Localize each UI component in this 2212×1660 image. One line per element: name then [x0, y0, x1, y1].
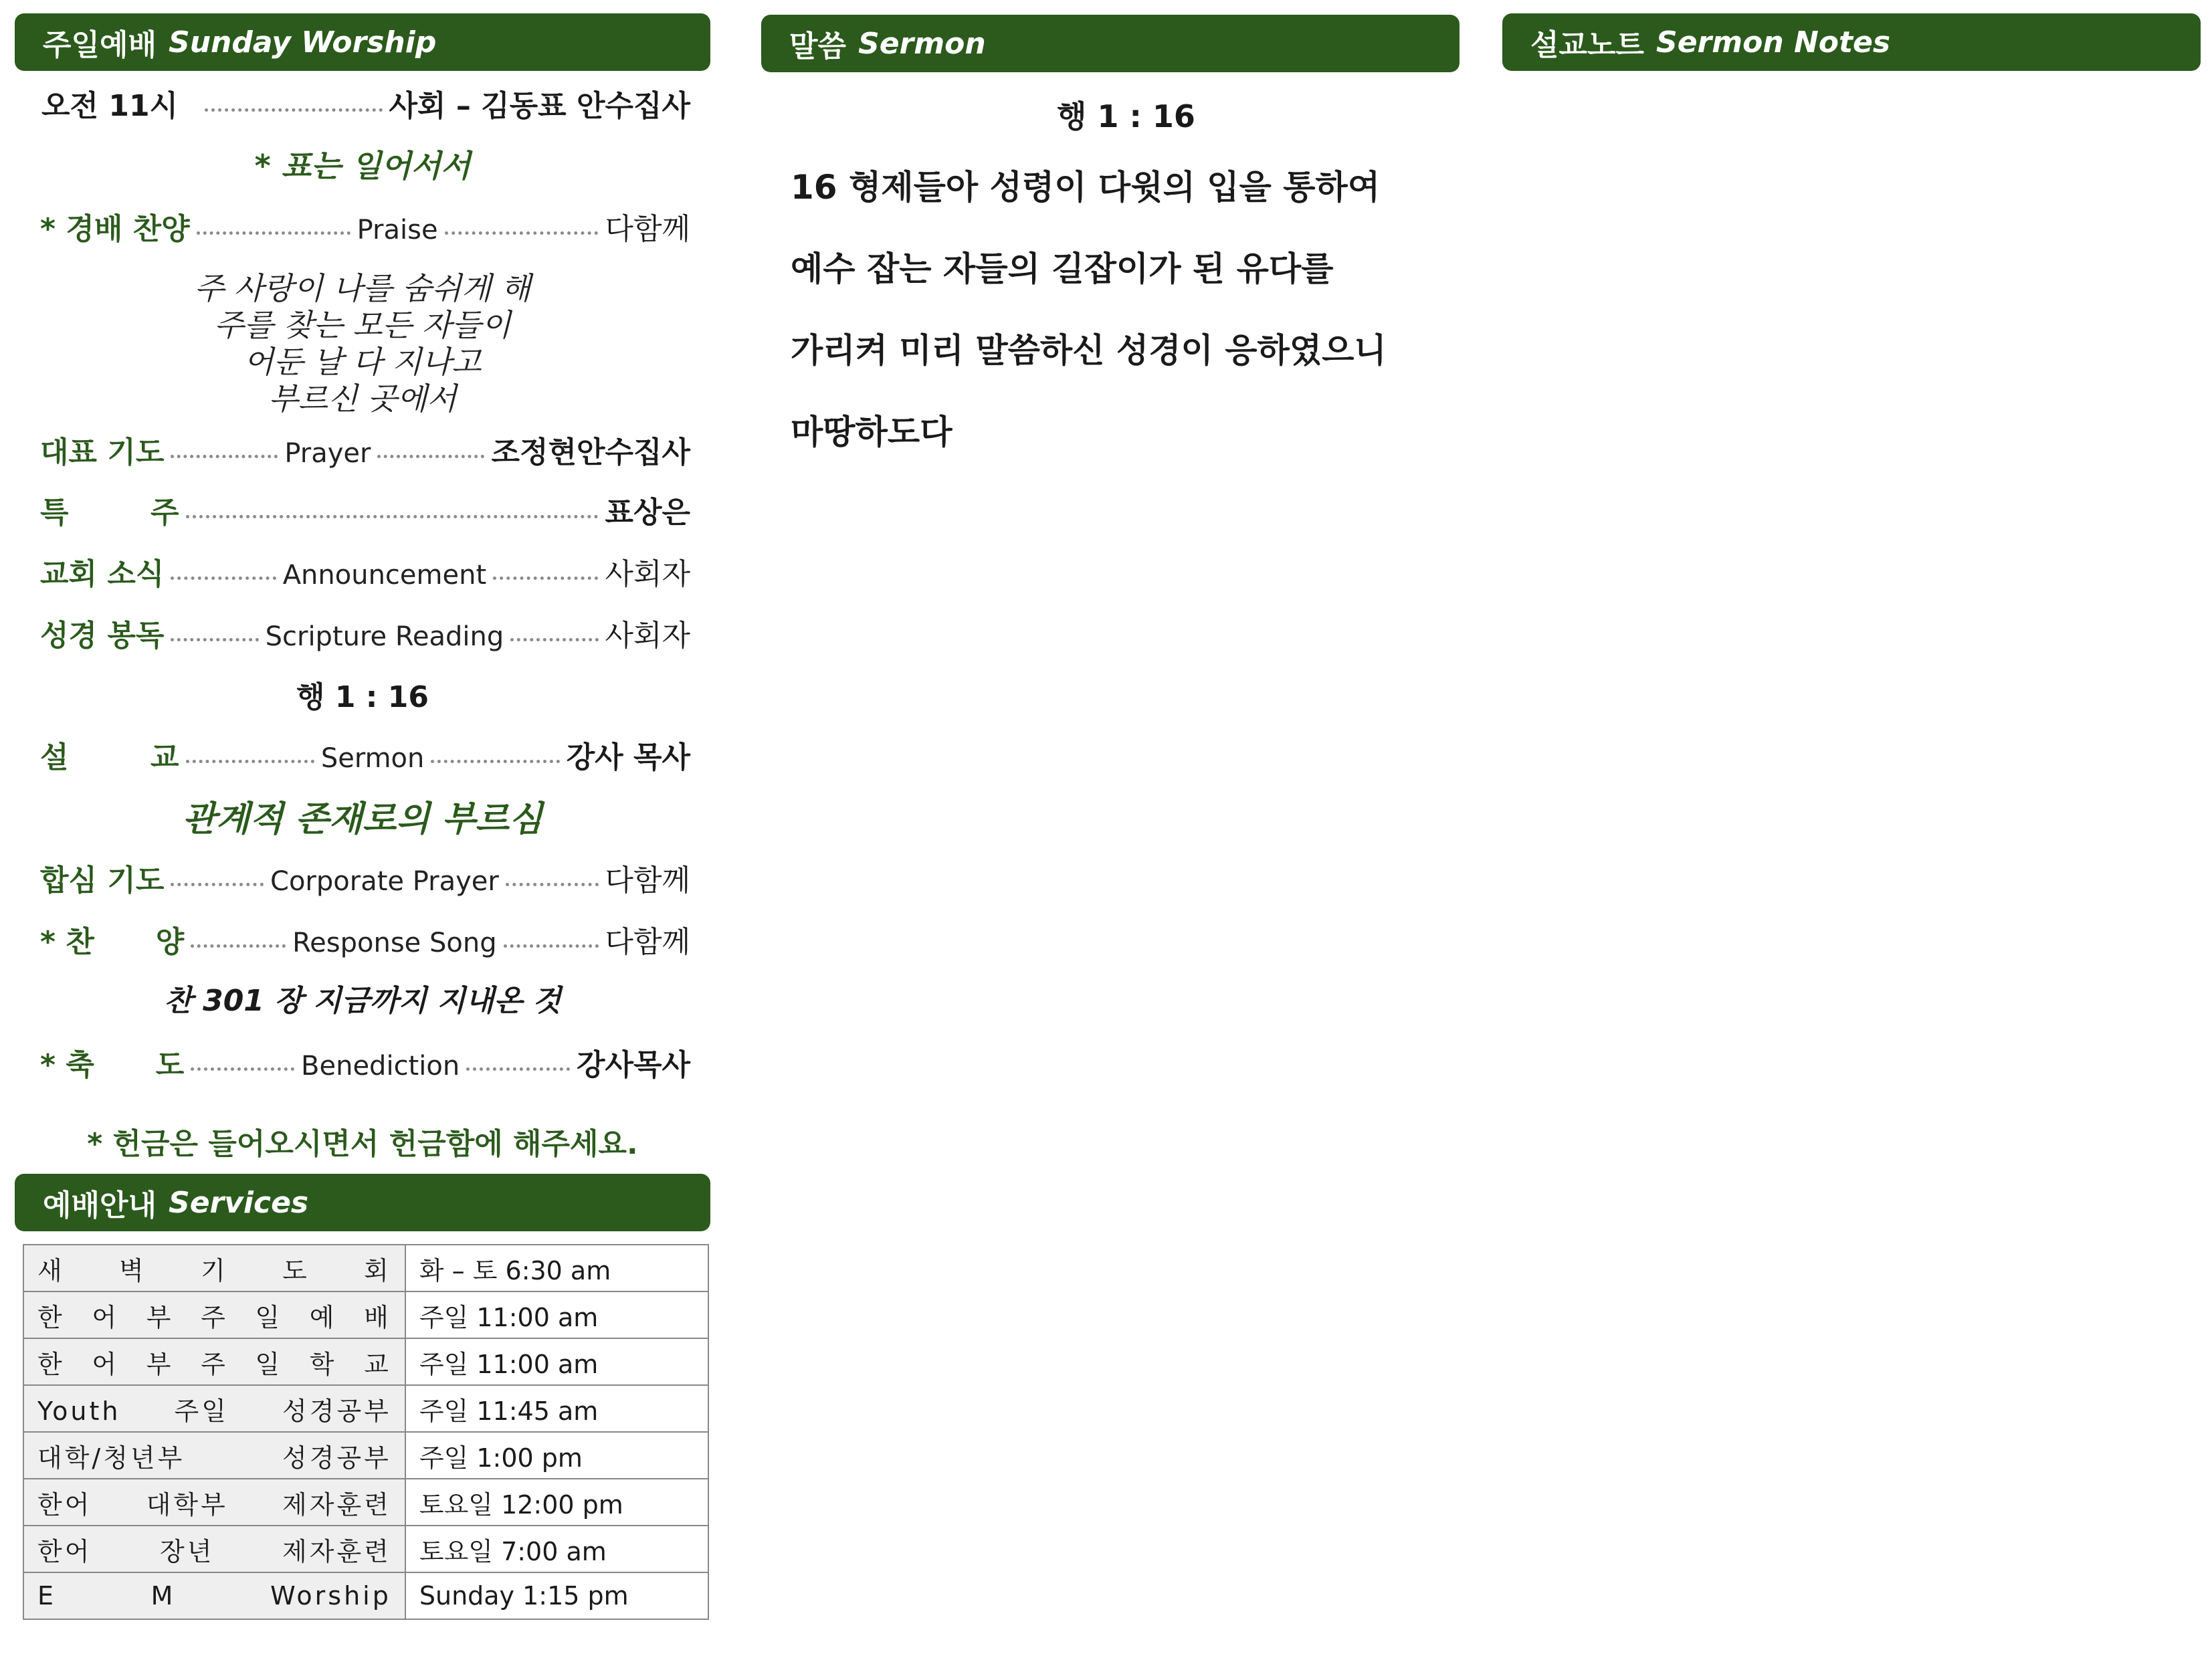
service-time: Sunday 1:15 pm — [405, 1572, 708, 1619]
sermon-speaker: 강사 목사 — [566, 740, 690, 774]
services-header — [15, 1174, 710, 1231]
service-name: 새 벽 기 도 회 — [23, 1245, 405, 1291]
verse-line: 가리켜 미리 말씀하신 성경이 응하였으니 — [791, 331, 1387, 370]
leader-dots — [191, 944, 286, 948]
announce-english: Announcement — [282, 560, 487, 591]
prayer-row — [15, 428, 710, 471]
service-name: 한 어 부 주 일 학 교 — [23, 1338, 405, 1385]
verse-line: 마땅하도다 — [791, 413, 952, 451]
lyric-line: 주 사랑이 나를 숨쉬게 해 — [194, 270, 531, 306]
scripture-english: Scripture Reading — [265, 621, 504, 652]
corporate-prayer-label: 합심 기도 — [40, 863, 165, 898]
leader-dots — [191, 1067, 294, 1071]
lyric-line: 어둔 날 다 지나고 — [243, 344, 482, 380]
sermon-header-en: Sermon — [858, 26, 986, 61]
service-name: 대학/청년부 성경공부 — [23, 1432, 405, 1479]
time-row — [15, 82, 710, 124]
table-row — [23, 1245, 708, 1291]
prayer-label: 대표 기도 — [40, 435, 165, 470]
scripture-row — [15, 611, 710, 654]
service-time: 주일 1:00 pm — [405, 1432, 708, 1479]
service-time: 주일 11:00 am — [405, 1338, 708, 1385]
services-table — [23, 1244, 709, 1620]
response-song-label: * 찬 양 — [40, 925, 185, 959]
special-performer: 표상은 — [605, 496, 690, 530]
service-name: 한어 장년 제자훈련 — [23, 1526, 405, 1572]
table-row — [23, 1291, 708, 1338]
praise-leader: 다함께 — [605, 212, 690, 246]
announce-leader: 사회자 — [605, 557, 690, 591]
worship-header-ko: 주일예배 — [43, 28, 157, 62]
response-song-leader: 다함께 — [605, 925, 691, 959]
service-time: 토요일 12:00 pm — [405, 1479, 708, 1526]
lyric-line: 주를 찾는 모든 자들이 — [214, 307, 511, 343]
prayer-english: Prayer — [284, 438, 371, 469]
response-song-row — [15, 918, 710, 960]
standing-note: * 표는 일어서서 — [254, 148, 471, 184]
sermon-english: Sermon — [320, 743, 425, 774]
leader-dots — [186, 515, 599, 518]
response-song-english: Response Song — [292, 928, 497, 958]
service-name: 한어 대학부 제자훈련 — [23, 1479, 405, 1526]
offering-note: * 헌금은 들어오시면서 헌금함에 해주세요. — [87, 1127, 638, 1161]
scripture-leader: 사회자 — [605, 619, 691, 653]
service-time: 주일 11:00 am — [405, 1291, 708, 1338]
benediction-english: Benediction — [301, 1051, 460, 1081]
leader-dots — [493, 577, 598, 580]
notes-header-en: Sermon Notes — [1656, 25, 1891, 60]
announce-label: 교회 소식 — [40, 557, 165, 591]
sermon-label: 설 교 — [40, 740, 179, 774]
leader-dots — [205, 108, 382, 112]
leader-dots — [431, 760, 559, 763]
service-name: 한 어 부 주 일 예 배 — [23, 1291, 405, 1338]
service-name: E M Worship — [23, 1572, 405, 1619]
hymn-title: 찬 301 장 지금까지 지내온 것 — [164, 984, 561, 1018]
notes-header-ko: 설교노트 — [1530, 28, 1645, 62]
leader-dots — [510, 638, 598, 641]
service-time: 토요일 7:00 am — [405, 1526, 708, 1572]
leader-dots — [504, 944, 599, 948]
praise-lyrics — [15, 270, 710, 417]
leader-dots — [171, 883, 264, 886]
prayer-leader: 조정현안수집사 — [491, 435, 691, 470]
table-row — [23, 1432, 708, 1479]
benediction-speaker: 강사목사 — [576, 1048, 690, 1082]
table-row — [23, 1572, 708, 1619]
order-of-worship — [15, 0, 710, 1177]
sermon-reference: 행 1 : 16 — [1057, 98, 1195, 134]
service-host: 사회 – 김동표 안수집사 — [389, 89, 690, 123]
sermon-header — [761, 15, 1460, 72]
services-header-ko: 예배안내 — [43, 1188, 157, 1223]
notes-header — [1502, 13, 2201, 71]
service-time: 화 – 토 6:30 am — [405, 1245, 708, 1291]
announce-row — [15, 550, 710, 593]
table-row — [23, 1338, 708, 1385]
sermon-header-ko: 말씀 — [789, 29, 847, 64]
sermon-row — [15, 733, 710, 776]
table-row — [23, 1479, 708, 1526]
scripture-label: 성경 봉독 — [40, 619, 165, 653]
leader-dots — [377, 455, 484, 458]
benediction-row — [15, 1041, 710, 1083]
leader-dots — [445, 231, 599, 235]
leader-dots — [171, 455, 278, 458]
leader-dots — [466, 1067, 570, 1071]
corporate-prayer-english: Corporate Prayer — [270, 866, 499, 897]
table-row — [23, 1526, 708, 1572]
verse-line: 16 형제들아 성령이 다윗의 입을 통하여 — [791, 168, 1381, 207]
lyric-line: 부르신 곳에서 — [268, 381, 457, 417]
praise-english: Praise — [357, 215, 438, 245]
leader-dots — [171, 577, 276, 580]
praise-label: * 경배 찬양 — [40, 212, 190, 246]
corporate-prayer-row — [15, 856, 710, 899]
special-label: 특 주 — [40, 496, 179, 530]
table-row — [23, 1385, 708, 1432]
service-time: 주일 11:45 am — [405, 1385, 708, 1432]
leader-dots — [171, 638, 258, 641]
service-time: 오전 11시 — [41, 89, 179, 123]
benediction-label: * 축 도 — [40, 1048, 185, 1082]
leader-dots — [197, 231, 350, 235]
leader-dots — [506, 883, 599, 886]
worship-header-en: Sunday Worship — [169, 25, 437, 60]
scripture-reference: 행 1 : 16 — [296, 680, 429, 714]
service-name: Youth 주일 성경공부 — [23, 1385, 405, 1432]
special-row — [15, 488, 710, 531]
services-header-en: Services — [169, 1185, 309, 1220]
verse-line: 예수 잡는 자들의 길잡이가 된 유다를 — [791, 249, 1334, 288]
sermon-title: 관계적 존재로의 부르심 — [182, 799, 543, 839]
leader-dots — [186, 760, 314, 763]
corporate-prayer-leader: 다함께 — [605, 863, 691, 898]
praise-row — [15, 205, 710, 247]
